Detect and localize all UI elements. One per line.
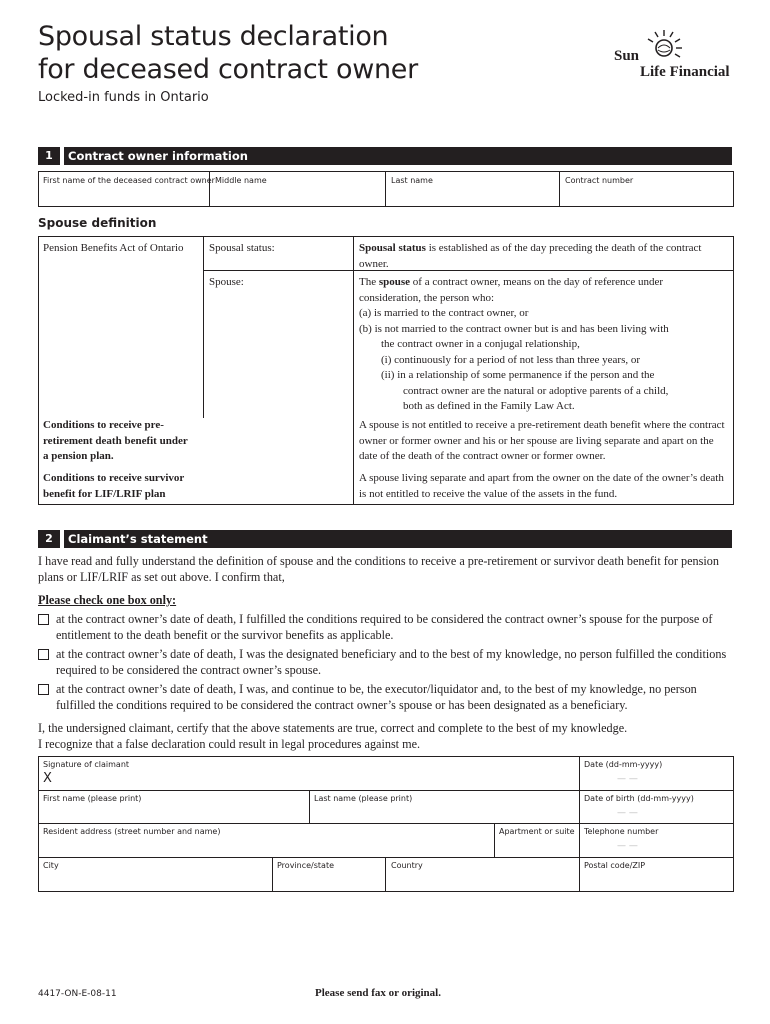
option-beneficiary-checkbox[interactable] [38,649,49,660]
section-2-header [38,530,732,548]
footer-note: Please send fax or original. [315,987,441,999]
form-code: 4417-ON-E-08-11 [38,989,117,999]
section-1-title: Contract owner information [68,149,248,163]
claimant-first-name-field[interactable]: First name (please print) [43,794,142,803]
contract-owner-table [38,171,734,207]
page-subtitle: Locked-in funds in Ontario [38,90,209,105]
option-executor-checkbox[interactable] [38,684,49,695]
act-label: Pension Benefits Act of Ontario [43,242,184,254]
check-one-heading: Please check one box only: [38,593,177,607]
spousal-status-label: Spousal status: [209,242,275,254]
pre-retirement-conditions-text: A spouse is not entitled to receive a pre-retirement death benefit where the contract owner or former owner and his or her spouse are living separate and apart on the date of the death of the contract owner or former owner. [359,419,725,462]
apartment-field[interactable]: Apartment or suite [499,827,575,836]
option-beneficiary: at the contract owner’s date of death, I was the designated beneficiary and to the best of my knowledge, no person fulfilled the conditions required to be considered the contract owner’s spouse. [38,646,734,678]
page-title [38,20,418,86]
date-label: Date (dd-mm-yyyy) [584,760,663,769]
pre-retirement-conditions-label: Conditions to receive pre-retirement death benefit under a pension plan. [43,419,188,462]
city-field[interactable]: City [43,861,59,870]
dob-field[interactable]: — — [617,808,638,818]
section-2-title: Claimant’s statement [68,532,208,546]
phone-label: Telephone number [584,827,659,836]
title-line-1: Spousal status declaration [38,21,389,52]
middle-name-field[interactable]: Middle name [215,176,267,185]
dob-label: Date of birth (dd-mm-yyyy) [584,794,694,803]
certify-statement: I, the undersigned claimant, certify that the above statements are true, correct and complete to the best of my knowledge. I recognize that a false declaration could result in legal procedures against me. [38,721,628,751]
claimant-intro: I have read and fully understand the definition of spouse and the conditions to receive a pre-retirement or survivor death benefit for pension plans or LIF/LRIF as set out above. I confirm that, [38,554,719,584]
section-1-header [38,147,732,165]
sun-life-logo [614,28,736,84]
sun-icon [644,28,684,68]
spouse-definition-table [38,236,734,505]
spouse-definition-text: The spouse of a contract owner, means on the day of reference under consideration, the person who: (a) is married to the contract owner, or (b) is not married to the contract owner but is and has been living with the contract owner in a conjugal relationship, (i) continuously for a period of not less than three years, or (ii) in a relationship of some permanence if the person and the contract owner are the natural or adoptive parents of a child, both as defined in the Family Law Act. [359,276,669,412]
survivor-benefit-conditions-text: A spouse living separate and apart from the owner on the date of the owner’s death is not entitled to receive the value of the assets in the fund. [359,472,724,500]
last-name-field[interactable]: Last name [391,176,433,185]
option-spouse-checkbox[interactable] [38,614,49,625]
section-1-number: 1 [45,149,53,162]
phone-field[interactable]: — — [617,841,638,851]
country-field[interactable]: Country [391,861,423,870]
logo-text-sun: Sun [614,48,640,64]
claimant-last-name-field[interactable]: Last name (please print) [314,794,413,803]
province-field[interactable]: Province/state [277,861,334,870]
spouse-label: Spouse: [209,276,244,288]
spousal-status-text: Spousal status is established as of the day preceding the death of the contract owner. [359,242,702,270]
signature-field[interactable]: X [43,771,52,786]
section-2-number: 2 [45,532,53,545]
title-line-2: for deceased contract owner [38,54,418,85]
survivor-benefit-conditions-label: Conditions to receive survivor benefit for LIF/LRIF plan [43,472,185,500]
spouse-definition-heading: Spouse definition [38,216,157,230]
first-name-deceased-field[interactable]: First name of the deceased contract owner [43,176,215,185]
date-field[interactable]: — — [617,774,638,784]
postal-code-field[interactable]: Postal code/ZIP [584,861,646,870]
option-executor: at the contract owner’s date of death, I was, and continue to be, the executor/liquidator and, to the best of my knowledge, no person fulfilled the conditions required to be considered the contract owner’s spouse or has been designated as a beneficiary. [38,681,734,713]
option-spouse: at the contract owner’s date of death, I fulfilled the conditions required to be considered the contract owner’s spouse for the purpose of entitlement to the death benefit or the survivor benefits as applicable. [38,611,734,643]
signature-label: Signature of claimant [43,760,130,769]
claimant-info-table [38,756,734,892]
logo-text-life-financial: Life Financial [640,64,730,80]
address-field[interactable]: Resident address (street number and name) [43,827,221,836]
contract-number-field[interactable]: Contract number [565,176,634,185]
